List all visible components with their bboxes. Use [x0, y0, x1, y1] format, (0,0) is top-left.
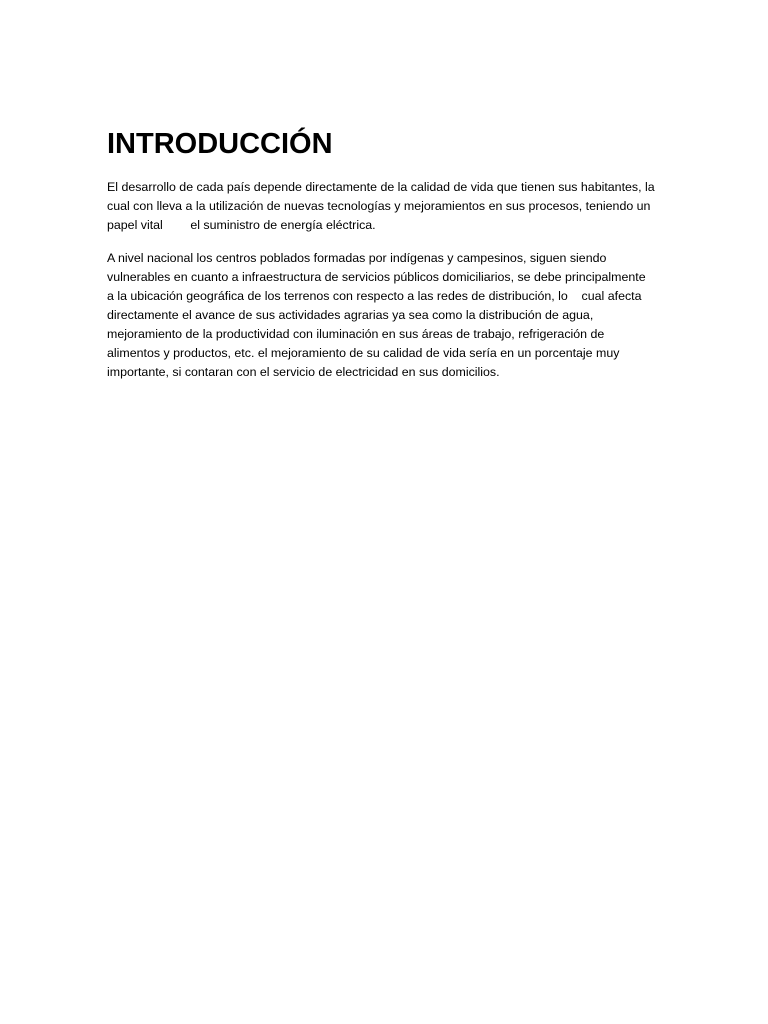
paragraph-line: importante, si contaran con el servicio de electricidad en sus domicilios. — [107, 365, 500, 379]
paragraph-line: alimentos y productos, etc. el mejoramiento de su calidad de vida sería en un porcentaje muy — [107, 346, 620, 360]
paragraph-line: vulnerables en cuanto a infraestructura de servicios públicos domiciliarios, se debe principalmente — [107, 270, 646, 284]
paragraph-line: a la ubicación geográfica de los terrenos con respecto a las redes de distribución, lo cual afecta — [107, 289, 642, 303]
paragraph-line: papel vital el suministro de energía eléctrica. — [107, 218, 376, 232]
paragraph-line: cual con lleva a la utilización de nuevas tecnologías y mejoramientos en sus procesos, teniendo un — [107, 199, 651, 213]
paragraph-2 — [107, 249, 667, 382]
paragraph-line: El desarrollo de cada país depende directamente de la calidad de vida que tienen sus habitantes, la — [107, 180, 655, 194]
paragraph-line: A nivel nacional los centros poblados formadas por indígenas y campesinos, siguen siendo — [107, 251, 607, 265]
paragraph-line: mejoramiento de la productividad con iluminación en sus áreas de trabajo, refrigeración de — [107, 327, 605, 341]
paragraph-line: directamente el avance de sus actividades agrarias ya sea como la distribución de agua, — [107, 308, 594, 322]
page-title: INTRODUCCIÓN — [107, 128, 333, 160]
paragraph-1 — [107, 178, 667, 235]
document-content — [107, 124, 667, 396]
